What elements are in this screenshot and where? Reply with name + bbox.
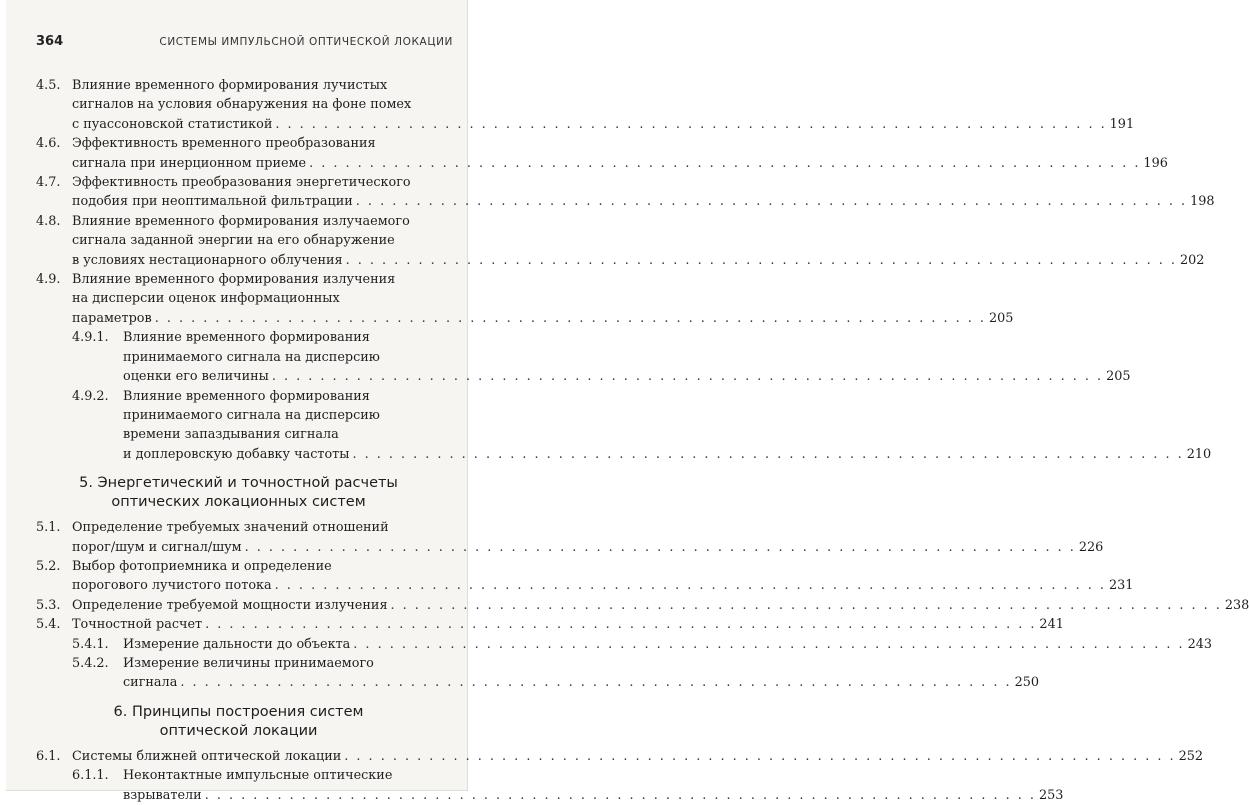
section-title-line [123,387,1211,406]
dot-leader [245,538,1076,557]
section-title-text: подобия при неоптимальной фильтрации [72,194,353,210]
section-title-text: Точностной расчет [72,617,203,633]
dot-leader [275,115,1106,134]
section-title-text: сигнала заданной энергии на его обнаружение [72,233,395,249]
section-title-line [72,231,1204,250]
chapter-5-title-line1: 5. Энергетический и точностной расчеты [79,475,398,492]
section-title-line [123,406,1211,425]
section-title-line [123,635,1212,654]
chapter-5-title-line2: оптических локационных систем [111,494,366,511]
page-reference: 205 [1106,369,1131,385]
section-title-text: с пуассоновской статистикой [72,116,273,132]
section-title-line [123,367,1131,386]
section-title [72,270,1013,328]
book-page [6,0,1249,803]
section-title [72,615,1064,634]
section-title-line [72,251,1204,270]
section-title-line [123,425,1211,444]
section-number: 4.9.2. [72,388,109,404]
section-title [72,212,1204,270]
section-title-line [72,596,1249,615]
section-title [123,654,1039,693]
section-title-text: оценки его величины [123,369,269,385]
dot-leader [309,154,1140,173]
section-title-text: принимаемого сигнала на дисперсию [123,407,380,423]
section-number: 6.1. [36,748,61,764]
section-title-text: Влияние временного формирования излучаемого [72,213,410,229]
toc-group-b [36,518,1249,634]
section-number: 4.6. [36,136,61,152]
section-title-text: параметров [72,310,152,326]
page-reference: 198 [1190,194,1215,210]
page-reference: 253 [1039,787,1064,803]
page-reference: 250 [1014,675,1040,691]
toc-subgroup-c [36,766,1064,805]
section-title-line [72,192,1215,211]
section-title [123,387,1211,465]
section-title-line [72,615,1064,634]
toc-entry [36,747,1204,766]
section-title-text: взрыватели [123,787,202,803]
toc-entry [36,615,1064,634]
section-number: 5.4. [36,617,61,633]
section-title-line [123,348,1131,367]
toc-subgroup-a [36,328,1212,464]
section-title-text: Влияние временного формирования излучения [72,272,396,288]
section-number: 5.2. [36,558,61,574]
section-title-line [72,576,1133,595]
chapter-6-title-line1: 6. Принципы построения систем [113,703,364,720]
section-title-line [123,654,1039,673]
page-reference: 202 [1179,252,1205,268]
dot-leader [344,747,1175,766]
section-title [123,328,1131,386]
section-title-line [72,538,1103,557]
section-title-text: Системы ближней оптической локации [72,748,342,764]
section-title-line [72,289,1013,308]
toc-subentry [36,766,1064,805]
section-title-text: Определение требуемой мощности излучения [72,597,388,613]
section-title [123,635,1212,654]
toc-subentry [36,654,1040,693]
section-title-text: Эффективность преобразования энергетического [72,175,411,191]
toc-entry [36,173,1215,212]
chapter-6-title-line2: оптической локации [159,722,318,739]
section-number: 4.9.1. [72,330,109,346]
toc-subentry [36,328,1131,386]
dot-leader [352,445,1183,464]
dot-leader [275,576,1106,595]
page-number: 364 [36,34,64,49]
section-title-line [72,76,1134,95]
section-title-text: Определение требуемых значений отношений [72,520,389,536]
section-title-text: в условиях нестационарного облучения [72,252,343,268]
section-number: 6.1.1. [72,768,109,784]
section-title-line [72,212,1204,231]
section-title [72,134,1168,173]
section-title-text: Влияние временного формирования [123,388,370,404]
section-title-line [72,270,1013,289]
section-title-text: на дисперсии оценок информационных [72,291,340,307]
section-title-text: сигнала [123,675,178,691]
section-title-line [123,786,1063,805]
dot-leader [346,251,1177,270]
section-number: 5.3. [36,597,61,613]
dot-leader [180,673,1011,692]
section-title-text: сигнала при инерционном приеме [72,155,307,171]
section-title-text: Выбор фотоприемника и определение [72,558,332,574]
section-title [72,747,1203,766]
running-title: СИСТЕМЫ ИМПУЛЬСНОЙ ОПТИЧЕСКОЙ ЛОКАЦИИ [159,36,453,48]
section-title-text: сигналов на условия обнаружения на фоне помех [72,97,412,113]
toc-entry [36,212,1205,270]
section-number: 4.7. [36,175,61,191]
dot-leader [205,615,1036,634]
section-title-line [72,309,1013,328]
table-of-contents [36,76,1249,805]
dot-leader [356,192,1187,211]
toc-subentry [36,635,1213,654]
section-title-text: и доплеровскую добавку частоты [123,446,350,462]
section-number: 5.4.1. [72,636,109,652]
section-title-text: Неконтактные импульсные оптические [123,768,393,784]
section-title-line [123,445,1211,464]
dot-leader [272,367,1103,386]
section-title [72,173,1215,212]
section-title-line [72,747,1203,766]
page-reference: 231 [1108,578,1134,594]
page-reference: 241 [1039,617,1064,633]
section-title-line [123,673,1039,692]
section-number: 5.4.2. [72,655,109,671]
section-title-line [72,115,1134,134]
section-title-text: Влияние временного формирования лучистых [72,78,388,93]
toc-entry [36,76,1135,134]
section-title-line [123,328,1131,347]
section-title [72,557,1133,596]
toc-entry [36,557,1134,596]
page-header [36,34,453,49]
section-number: 4.8. [36,213,61,229]
page-reference: 243 [1187,636,1213,652]
section-title-text: порогового лучистого потока [72,578,272,594]
dot-leader [353,635,1184,654]
page-reference: 238 [1224,597,1249,613]
section-title [72,596,1249,615]
toc-entry [36,596,1249,615]
chapter-5-heading [36,474,441,512]
page-reference: 205 [988,310,1014,326]
section-title-text: времени запаздывания сигнала [123,427,339,443]
section-title-text: принимаемого сигнала на дисперсию [123,349,380,365]
dot-leader [205,786,1036,805]
page-reference: 196 [1143,155,1168,171]
dot-leader [155,309,986,328]
section-title-line [72,95,1134,114]
toc-entry [36,518,1104,557]
section-title [72,76,1134,134]
section-title-line [123,766,1063,785]
section-title-text: Влияние временного формирования [123,330,370,346]
chapter-6-heading [36,703,441,741]
section-title-text: Эффективность временного преобразования [72,136,376,152]
section-title-text: порог/шум и сигнал/шум [72,539,242,555]
toc-group-c [36,747,1204,766]
section-number: 5.1. [36,520,61,536]
page-reference: 191 [1109,116,1135,132]
toc-subentry [36,387,1212,465]
section-title [72,518,1103,557]
section-number: 4.9. [36,272,61,288]
section-title-line [72,173,1215,192]
section-title-line [72,154,1168,173]
toc-entry [36,134,1168,173]
dot-leader [391,596,1222,615]
page-reference: 226 [1078,539,1104,555]
section-title-line [72,518,1103,537]
section-title-line [72,557,1133,576]
section-title-text: Измерение дальности до объекта [123,636,351,652]
page-reference: 210 [1186,446,1212,462]
toc-group-a [36,76,1215,328]
section-title-text: Измерение величины принимаемого [123,655,374,671]
page-reference: 252 [1178,748,1204,764]
section-title-line [72,134,1168,153]
section-number: 4.5. [36,78,61,93]
toc-subgroup-b [36,635,1213,693]
section-title [123,766,1063,805]
toc-entry [36,270,1014,328]
